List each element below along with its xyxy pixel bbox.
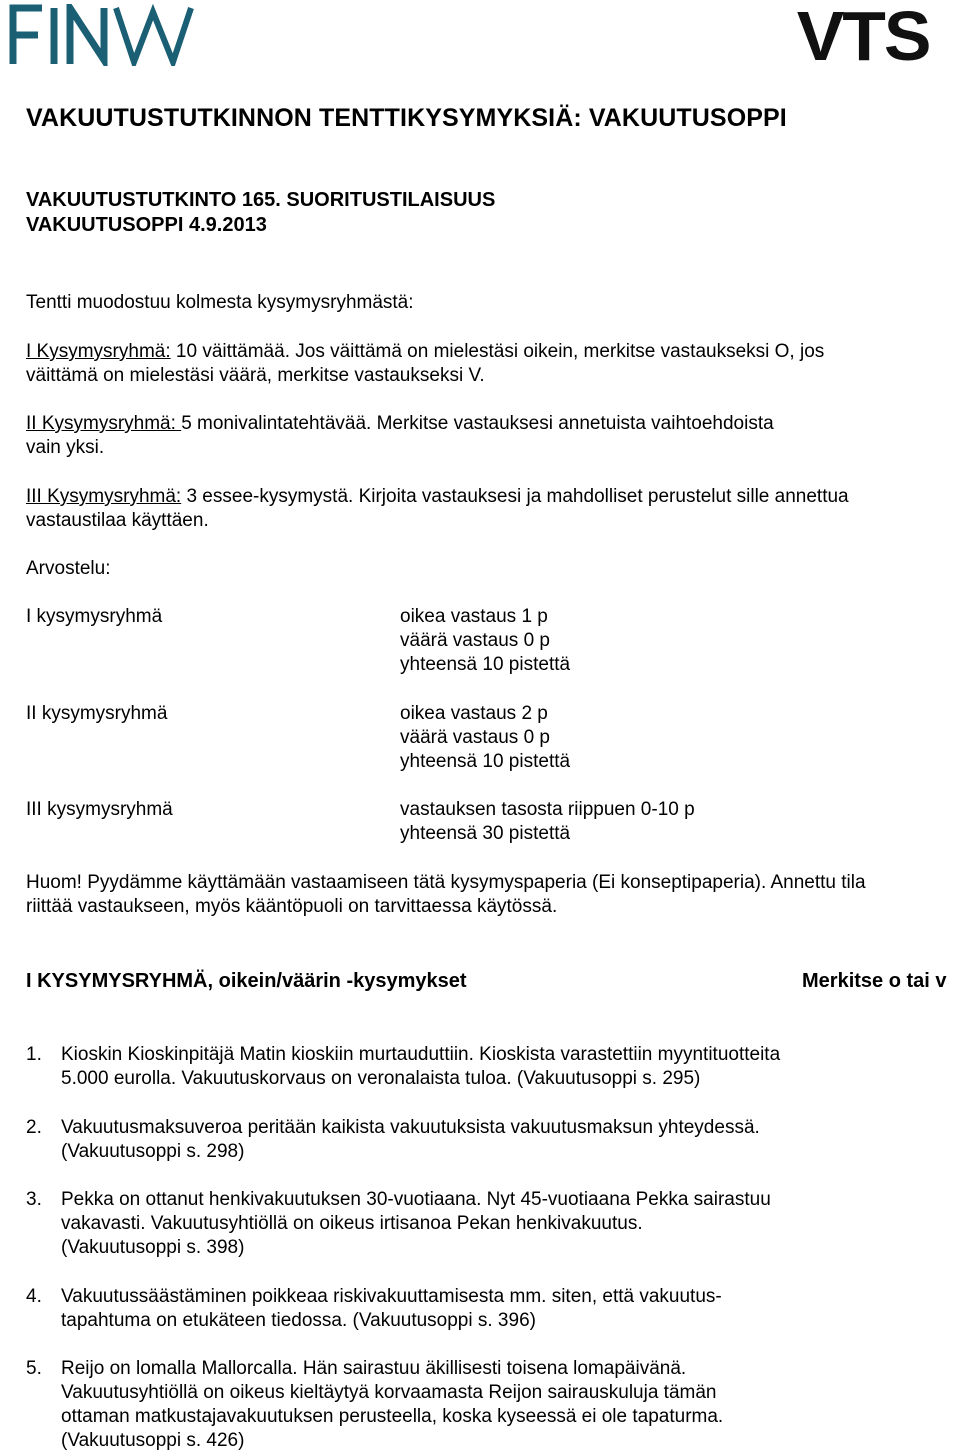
question-number: 1.: [26, 1044, 42, 1065]
question-number: 5.: [26, 1358, 42, 1379]
question-number: 3.: [26, 1189, 42, 1210]
question-2: [61, 1116, 760, 1164]
question-line: Vakuutusmaksuveroa peritään kaikista vakuutuksista vakuutusmaksun yhteydessä.: [61, 1117, 760, 1138]
vts-logo: VTS: [796, 0, 930, 75]
question-line: 5.000 eurolla. Vakuutuskorvaus on veronalaista tuloa. (Vakuutusoppi s. 295): [61, 1068, 701, 1089]
question-line: (Vakuutusoppi s. 298): [61, 1141, 245, 1162]
exam-date: VAKUUTUSOPPI 4.9.2013: [26, 214, 267, 236]
grading-group-3: III kysymysryhmä: [26, 799, 173, 820]
question-line: Vakuutussäästäminen poikkeaa riskivakuuttamisesta mm. siten, että vakuutus-: [61, 1286, 722, 1307]
question-4: [61, 1285, 722, 1333]
grading-line: oikea vastaus 2 p: [400, 703, 548, 724]
question-line: tapahtuma on etukäteen tiedossa. (Vakuutusoppi s. 396): [61, 1310, 536, 1331]
group-label: III Kysymysryhmä:: [26, 486, 182, 507]
document-title: VAKUUTUSTUTKINNON TENTTIKYSYMYKSIÄ: VAKUUTUSOPPI: [26, 104, 787, 132]
grading-group-1: I kysymysryhmä: [26, 606, 163, 627]
grading-values-3: [400, 798, 695, 846]
group-1-description: [26, 340, 824, 388]
section-title: I KYSYMYSRYHMÄ, oikein/väärin -kysymykset: [26, 970, 467, 992]
group-text: väittämä on mielestäsi väärä, merkitse vastaukseksi V.: [26, 365, 485, 386]
group-label: I Kysymysryhmä:: [26, 341, 171, 362]
group-text: 5 monivalintatehtävää. Merkitse vastauksesi annetuista vaihtoehdoista: [181, 413, 774, 434]
grading-line: yhteensä 10 pistettä: [400, 654, 571, 675]
grading-values-1: [400, 605, 570, 677]
question-1: [61, 1043, 780, 1091]
group-2-description: [26, 412, 774, 460]
question-line: Vakuutusyhtiöllä on oikeus kieltäytyä korvaamasta Reijon sairauskuluja tämän: [61, 1382, 717, 1403]
grading-line: väärä vastaus 0 p: [400, 727, 550, 748]
question-3: [61, 1188, 771, 1260]
question-line: vakavasti. Vakuutusyhtiöllä on oikeus irtisanoa Pekan henkivakuutus.: [61, 1213, 643, 1234]
question-line: (Vakuutusoppi s. 398): [61, 1237, 245, 1258]
group-3-description: [26, 485, 849, 533]
grading-line: vastauksen tasosta riippuen 0-10 p: [400, 799, 695, 820]
question-line: Reijo on lomalla Mallorcalla. Hän sairastuu äkillisesti toisena lomapäivänä.: [61, 1358, 687, 1379]
group-text: vain yksi.: [26, 437, 105, 458]
answer-instruction: Merkitse o tai v: [802, 970, 947, 992]
note-line: riittää vastaukseen, myös kääntöpuoli on tarvittaessa käytössä.: [26, 896, 558, 917]
grading-line: yhteensä 30 pistettä: [400, 823, 571, 844]
question-5: [61, 1357, 723, 1453]
group-text: 3 essee-kysymystä. Kirjoita vastauksesi ja mahdolliset perustelut sille annettua: [181, 486, 849, 507]
grading-line: väärä vastaus 0 p: [400, 630, 550, 651]
group-label: II Kysymysryhmä:: [26, 413, 182, 434]
exam-subtitle: VAKUUTUSTUTKINTO 165. SUORITUSTILAISUUS: [26, 189, 496, 211]
finva-logo: [8, 4, 198, 71]
question-number: 4.: [26, 1286, 42, 1307]
group-text: 10 väittämää. Jos väittämä on mielestäsi oikein, merkitse vastaukseksi O, jos: [170, 341, 825, 362]
note-line: Huom! Pyydämme käyttämään vastaamiseen tätä kysymyspaperia (Ei konseptipaperia). Annettu tila: [26, 872, 866, 893]
grading-title: Arvostelu:: [26, 558, 111, 579]
question-line: Kioskin Kioskinpitäjä Matin kioskiin murtauduttiin. Kioskista varastettiin myyntituotteita: [61, 1044, 781, 1065]
note-text: [26, 871, 866, 919]
intro-text: Tentti muodostuu kolmesta kysymysryhmästä:: [26, 292, 414, 313]
grading-group-2: II kysymysryhmä: [26, 703, 168, 724]
question-line: ottaman matkustajavakuutuksen perusteella, koska kyseessä ei ole tapaturma.: [61, 1406, 724, 1427]
question-line: (Vakuutusoppi s. 426): [61, 1430, 245, 1451]
grading-line: yhteensä 10 pistettä: [400, 751, 571, 772]
grading-line: oikea vastaus 1 p: [400, 606, 548, 627]
grading-values-2: [400, 702, 570, 774]
question-number: 2.: [26, 1117, 42, 1138]
group-text: vastaustilaa käyttäen.: [26, 510, 209, 531]
question-line: Pekka on ottanut henkivakuutuksen 30-vuotiaana. Nyt 45-vuotiaana Pekka sairastuu: [61, 1189, 771, 1210]
